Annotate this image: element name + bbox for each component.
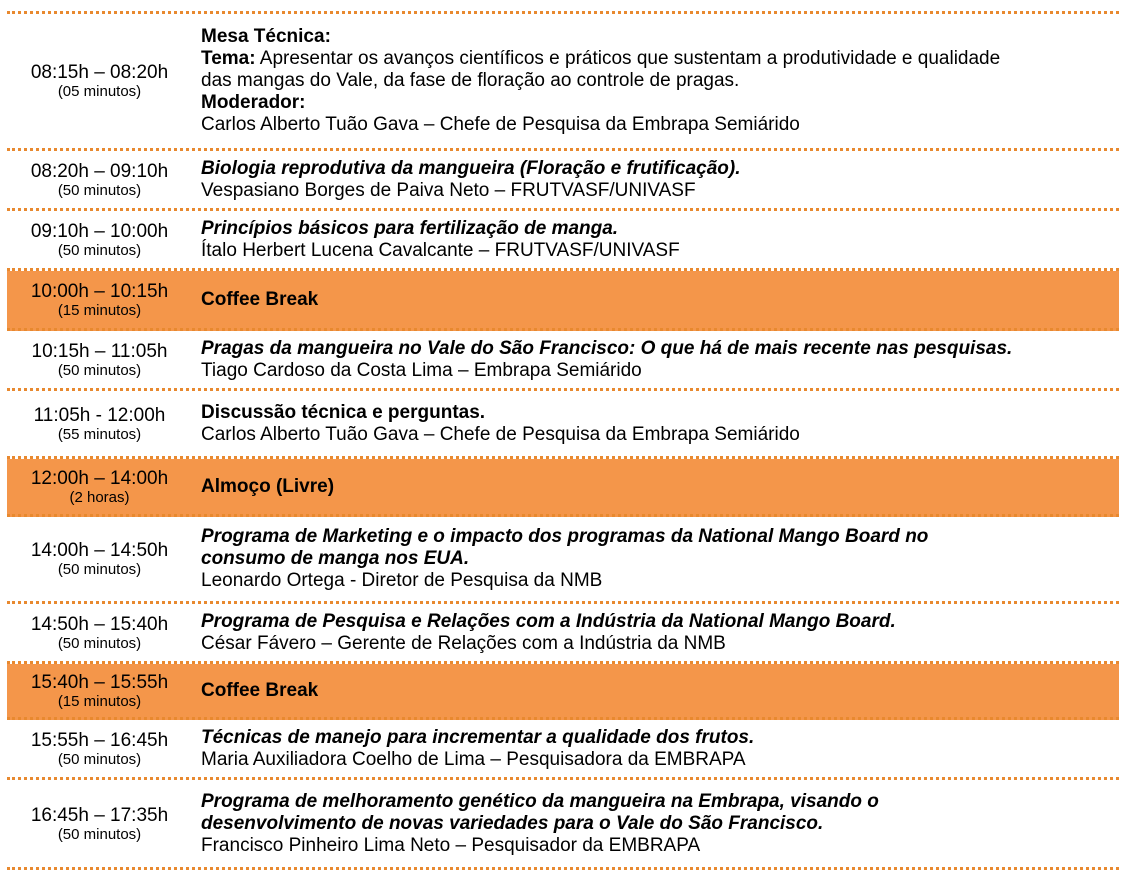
time-range: 11:05h - 12:00h	[33, 404, 166, 426]
schedule-row	[7, 604, 1119, 664]
time-cell	[7, 281, 192, 319]
session-title: Biologia reprodutiva da mangueira (Floração e frutificação).	[201, 157, 741, 179]
speaker-line: Vespasiano Borges de Paiva Neto – FRUTVASF/UNIVASF	[201, 179, 696, 201]
time-cell	[7, 341, 192, 379]
schedule-break-row	[7, 459, 1119, 517]
detail-text: Apresentar os avanços científicos e práticos que sustentam a produtividade e qualidade	[255, 48, 1001, 69]
session-details	[201, 791, 1115, 857]
time-cell	[7, 614, 192, 652]
schedule-row	[7, 391, 1119, 459]
time-range: 16:45h – 17:35h	[30, 804, 169, 826]
time-range: 14:00h – 14:50h	[30, 540, 169, 561]
session-details	[201, 526, 1115, 592]
duration: (55 minutos)	[57, 425, 142, 443]
speaker-line: César Fávero – Gerente de Relações com a Indústria da NMB	[201, 632, 726, 654]
time-range: 10:00h – 10:15h	[30, 280, 169, 302]
section-heading: Coffee Break	[201, 679, 319, 701]
speaker-line: Carlos Alberto Tuão Gava – Chefe de Pesquisa da Embrapa Semiárido	[201, 114, 800, 135]
speaker-line: Francisco Pinheiro Lima Neto – Pesquisador da EMBRAPA	[201, 834, 701, 856]
speaker-line: Carlos Alberto Tuão Gava – Chefe de Pesquisa da Embrapa Semiárido	[201, 423, 800, 445]
session-details	[201, 338, 1115, 382]
speaker-line: Maria Auxiliadora Coelho de Lima – Pesquisadora da EMBRAPA	[201, 748, 746, 770]
time-range: 12:00h – 14:00h	[30, 467, 169, 489]
detail-label: Tema:	[201, 48, 256, 69]
schedule-row	[7, 11, 1119, 151]
session-title: Programa de Marketing e o impacto dos programas da National Mango Board no	[201, 526, 929, 547]
duration: (50 minutos)	[57, 361, 142, 379]
session-details	[201, 218, 1115, 262]
speaker-line: Tiago Cardoso da Costa Lima – Embrapa Semiárido	[201, 359, 642, 381]
time-cell	[7, 805, 192, 843]
session-details	[201, 402, 1115, 446]
duration: (15 minutos)	[57, 301, 142, 319]
time-cell	[7, 405, 192, 443]
session-title: consumo de manga nos EUA.	[201, 548, 470, 569]
schedule-row	[7, 151, 1119, 211]
session-title: Programa de Pesquisa e Relações com a Indústria da National Mango Board.	[201, 610, 896, 632]
session-details	[201, 476, 1115, 498]
session-title: desenvolvimento de novas variedades para o Vale do São Francisco.	[201, 812, 824, 834]
time-cell	[7, 730, 192, 768]
time-range: 08:20h – 09:10h	[30, 160, 169, 182]
time-range: 09:10h – 10:00h	[30, 220, 169, 242]
section-heading: Almoço (Livre)	[201, 475, 335, 497]
session-details	[201, 289, 1115, 311]
duration: (50 minutos)	[57, 634, 142, 652]
session-title: Princípios básicos para fertilização de manga.	[201, 217, 619, 239]
duration: (50 minutos)	[57, 825, 142, 843]
duration: (50 minutos)	[57, 181, 142, 199]
schedule-row	[7, 780, 1119, 870]
session-title: Técnicas de manejo para incrementar a qualidade dos frutos.	[201, 726, 755, 748]
duration: (50 minutos)	[57, 750, 142, 768]
session-details	[201, 611, 1115, 655]
time-range: 15:40h – 15:55h	[30, 671, 169, 693]
time-range: 14:50h – 15:40h	[30, 613, 169, 635]
section-heading: Mesa Técnica:	[201, 26, 331, 47]
speaker-line: Leonardo Ortega - Diretor de Pesquisa da NMB	[201, 570, 603, 591]
detail-line	[201, 48, 1115, 70]
duration: (15 minutos)	[57, 692, 142, 710]
section-heading: Discussão técnica e perguntas.	[201, 401, 486, 423]
schedule-break-row	[7, 271, 1119, 331]
time-range: 08:15h – 08:20h	[30, 62, 169, 83]
section-heading: Moderador:	[201, 92, 306, 113]
schedule-row	[7, 517, 1119, 604]
duration: (50 minutos)	[57, 561, 142, 578]
speaker-line: das mangas do Vale, da fase de floração ao controle de pragas.	[201, 70, 740, 91]
schedule-row	[7, 211, 1119, 271]
session-details	[201, 26, 1115, 136]
time-cell	[7, 672, 192, 710]
time-range: 15:55h – 16:45h	[30, 729, 169, 751]
duration: (05 minutos)	[57, 83, 142, 100]
time-cell	[7, 221, 192, 259]
session-title: Pragas da mangueira no Vale do São Francisco: O que há de mais recente nas pesquisas.	[201, 337, 1013, 359]
schedule-break-row	[7, 664, 1119, 720]
speaker-line: Ítalo Herbert Lucena Cavalcante – FRUTVASF/UNIVASF	[201, 239, 680, 261]
section-heading: Coffee Break	[201, 288, 319, 310]
schedule-row	[7, 720, 1119, 780]
time-cell	[7, 468, 192, 506]
time-cell	[7, 540, 192, 578]
time-cell	[7, 161, 192, 199]
session-details	[201, 158, 1115, 202]
session-details	[201, 680, 1115, 702]
schedule-row	[7, 331, 1119, 391]
time-cell	[7, 62, 192, 100]
duration: (50 minutos)	[57, 241, 142, 259]
duration: (2 horas)	[69, 488, 130, 506]
time-range: 10:15h – 11:05h	[31, 340, 168, 362]
session-details	[201, 727, 1115, 771]
session-title: Programa de melhoramento genético da mangueira na Embrapa, visando o	[201, 790, 879, 812]
